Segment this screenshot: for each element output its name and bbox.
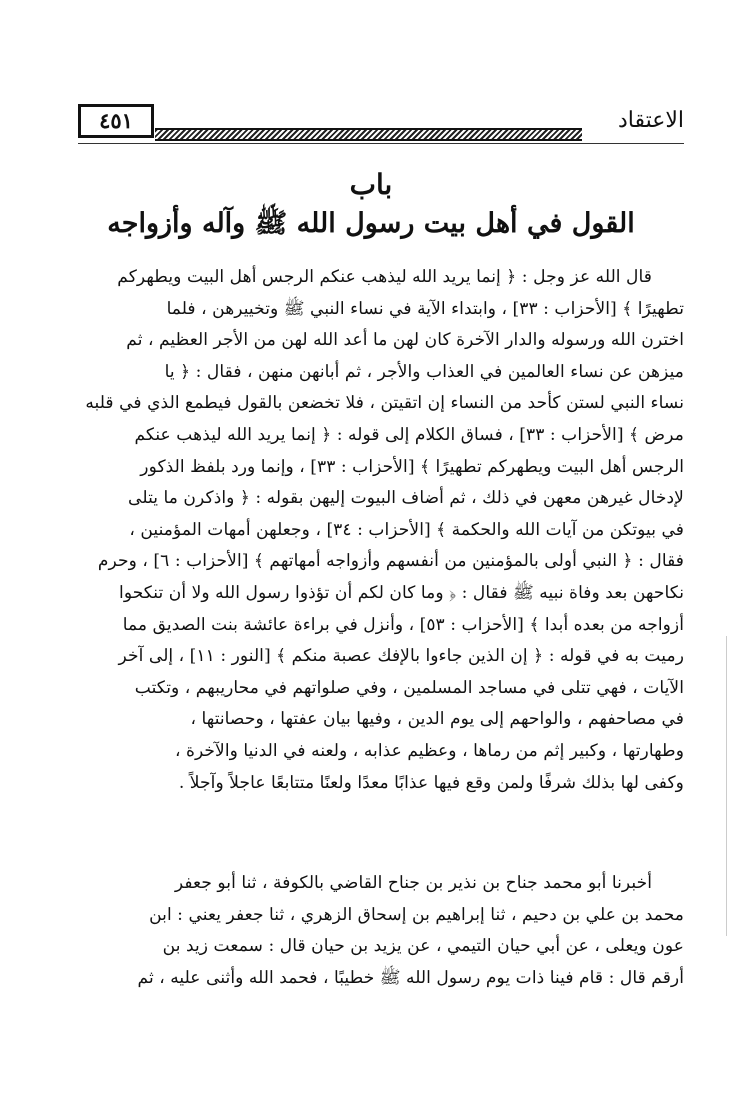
scan-margin-line: [726, 636, 727, 936]
text-line: مرض ﴾ [الأحزاب : ٣٣] ، فساق الكلام إلى قوله : ﴿ إنما يريد الله ليذهب عنكم: [134, 424, 684, 445]
text-line: وكفى لها بذلك شرفًا ولمن وقع فيها عذابًا معدًا ولعنًا متتابعًا عاجلاً وآجلاً .: [178, 772, 684, 793]
header-hatched-rule: [155, 128, 582, 141]
text-line: نساء النبي لستن كأحد من النساء إن اتقيتن ، فلا تخضعن بالقول فيطمع الذي في قلبه: [85, 393, 684, 414]
chapter-title: القول في أهل بيت رسول الله ﷺ وآله وأزواجه: [107, 208, 635, 239]
text-line: نكاحهن بعد وفاة نبيه ﷺ فقال : ﴿ وما كان لكم أن تؤذوا رسول الله ولا أن تنكحوا: [119, 582, 684, 603]
text-line: عون ويعلى ، عن أبي حيان التيمي ، عن يزيد بن حيان قال : سمعت زيد بن: [162, 936, 684, 957]
header-rule: [78, 143, 684, 144]
text-line: الآيات ، فهي تتلى في مساجد المسلمين ، وفي صلواتهم في محاريبهم ، وتكتب: [134, 677, 684, 698]
text-line: وطهارتها ، وكبير إثم من رماها ، وعظيم عذابه ، ولعنه في الدنيا والآخرة ،: [174, 740, 684, 761]
text-line: في بيوتكن من آيات الله والحكمة ﴾ [الأحزاب : ٣٤] ، وجعلهن أمهات المؤمنين ،: [129, 519, 684, 540]
text-line: قال الله عز وجل : ﴿ إنما يريد الله ليذهب عنكم الرجس أهل البيت ويطهركم: [117, 267, 652, 287]
text-line: ميزهن عن نساء العالمين في العذاب والأجر ، ثم أبانهن منهن ، فقال : ﴿ يا: [164, 361, 684, 382]
text-line: لإدخال غيرهن معهن في ذلك ، ثم أضاف البيوت إليهن بقوله : ﴿ واذكرن ما يتلى: [128, 488, 684, 509]
text-line: أخبرنا أبو محمد جناح بن نذير بن جناح القاضي بالكوفة ، ثنا أبو جعفر: [174, 873, 652, 893]
text-line: الرجس أهل البيت ويطهركم تطهيرًا ﴾ [الأحزاب : ٣٣] ، وإنما ورد بلفظ الذكور: [140, 456, 684, 477]
text-line: فقال : ﴿ النبي أولى بالمؤمنين من أنفسهم وأزواجه أمهاتهم ﴾ [الأحزاب : ٦] ، وحرم: [97, 551, 684, 572]
text-line: أرقم قال : قام فينا ذات يوم رسول الله ﷺ خطيبًا ، فحمد الله وأثنى عليه ، ثم: [137, 967, 684, 988]
text-line: تطهيرًا ﴾ [الأحزاب : ٣٣] ، وابتداء الآية في نساء النبي ﷺ وتخييرهن ، فلما: [166, 298, 684, 319]
text-line: محمد بن علي بن دحيم ، ثنا إبراهيم بن إسحاق الزهري ، ثنا جعفر يعني : ابن: [149, 904, 684, 925]
chapter-label: باب: [349, 168, 393, 201]
running-title: الاعتقاد: [617, 108, 684, 133]
page-number: ٤٥١: [78, 104, 154, 138]
paragraph-1: [60, 262, 684, 799]
paragraph-2: [60, 868, 684, 994]
text-line: رميت به في قوله : ﴿ إن الذين جاءوا بالإفك عصبة منكم ﴾ [النور : ١١] ، إلى آخر: [118, 646, 684, 667]
text-line: أزواجه من بعده أبدا ﴾ [الأحزاب : ٥٣] ، وأنزل في براءة عائشة بنت الصديق مما: [122, 614, 684, 635]
text-line: في مصاحفهم ، والواحهم إلى يوم الدين ، وفيها بيان عفتها ، وحصانتها ،: [190, 709, 684, 730]
text-line: اخترن الله ورسوله والدار الآخرة كان لهن ما أعد الله لهن من الأجر العظيم ، ثم: [126, 330, 684, 351]
